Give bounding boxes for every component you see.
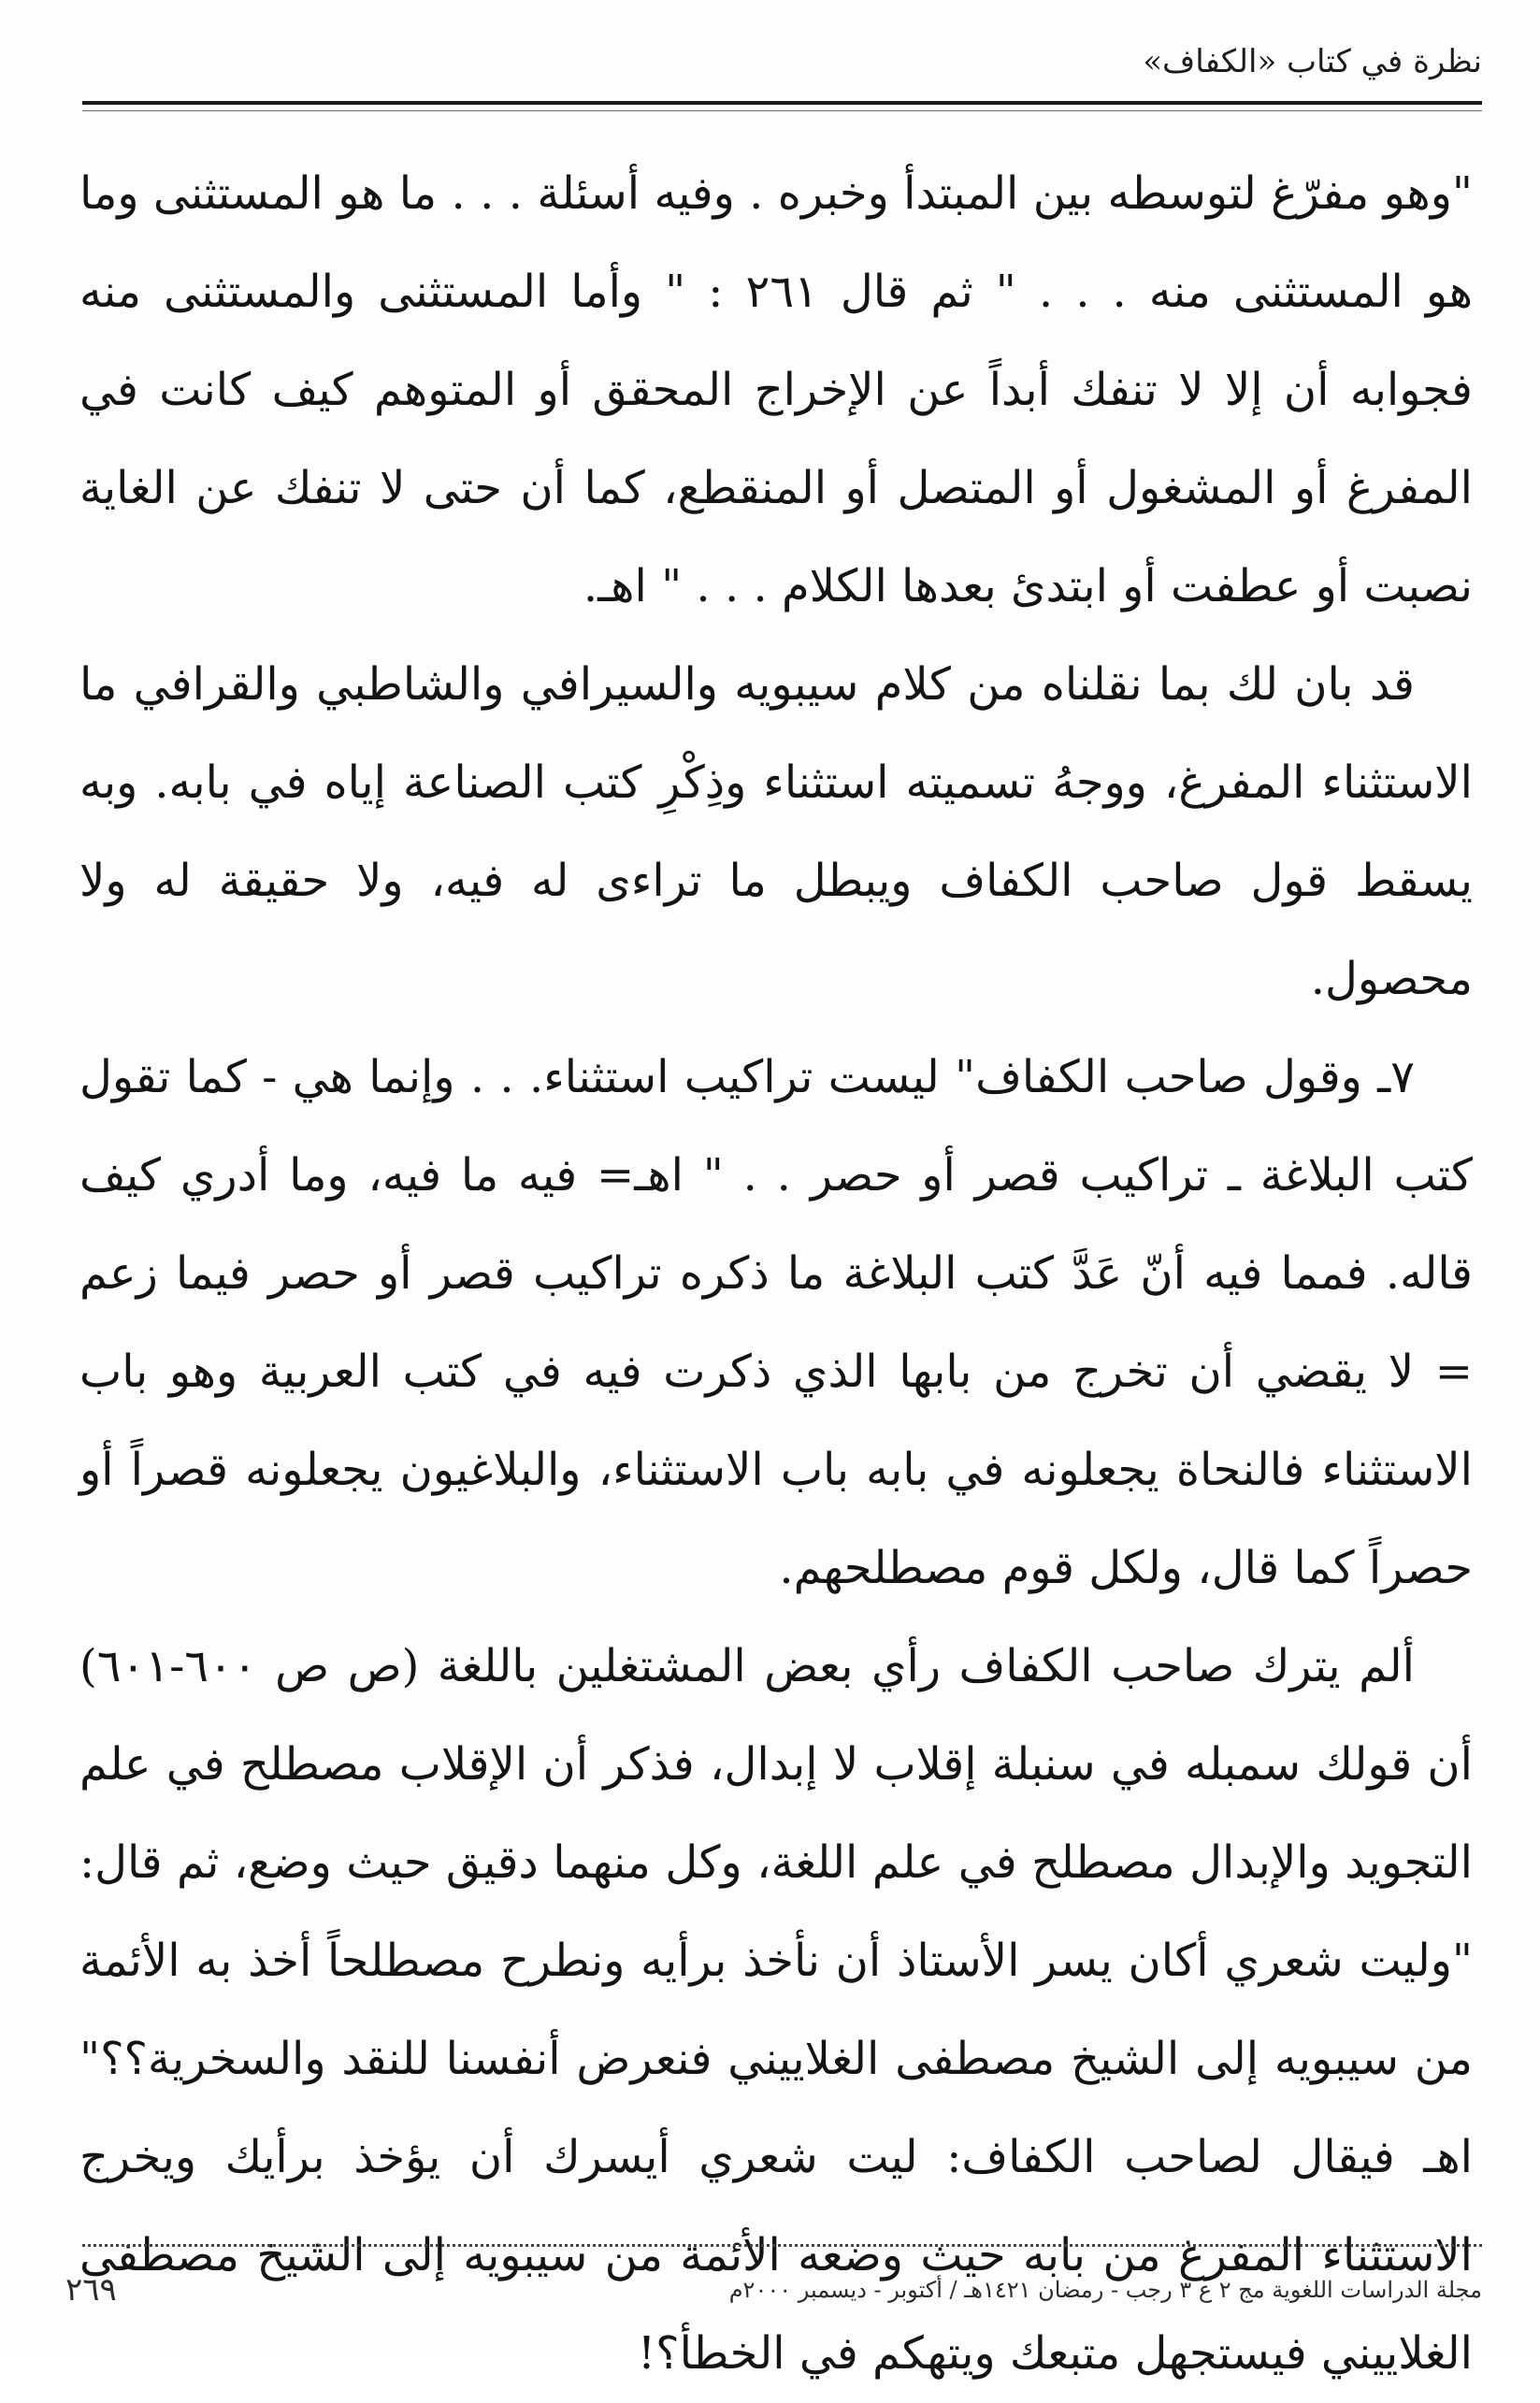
header-rule xyxy=(82,101,1482,105)
page-number: ٢٦٩ xyxy=(65,2271,117,2309)
header-rule-thin xyxy=(82,110,1482,111)
paragraph-rebuttal: ألم يترك صاحب الكفاف رأي بعض المشتغلين باللغة (ص ص ٦٠٠-٦٠١) أن قولك سمبله في سنبلة إقلاب لا إبدال، فذكر أن الإقلاب مصطلح في علم التجويد والإبدال مصطلح في علم اللغة، وكل منهما دقيق حيث وضع، ثم قال: "وليت شعري أكان يسر الأستاذ أن نأخذ برأيه ونطرح مصطلحاً أخذ به الأئمة من سيبويه إلى الشيخ مصطفى الغلاييني فنعرض أنفسنا للنقد والسخرية؟؟" اهـ فيقال لصاحب الكفاف: ليت شعري أيسرك أن يؤخذ برأيك ويخرج الاستثناء المفرغ من بابه حيث وضعه الأئمة من سيبويه إلى الشيخ مصطفى الغلاييني فيستجهل متبعك ويتهكم في الخطأ؟! xyxy=(79,1640,1474,2380)
paragraph-quotation-continued: "وهو مفرّغ لتوسطه بين المبتدأ وخبره . وفيه أسئلة . . . ما هو المستثنى وما هو المستثنى منه . . . " ثم قال ٢٦١ : " وأما المستثنى والمستثنى منه فجوابه أن إلا لا تنفك أبداً عن الإخراج المحقق أو المتوهم كيف كانت في المفرغ أو المشغول أو المتصل أو المنقطع، كما أن حتى لا تنفك عن الغاية نصبت أو عطفت أو ابتدئ بعدها الكلام . . . " اهـ. xyxy=(79,167,1473,612)
footer-rule xyxy=(82,2244,1482,2247)
paragraph-conclusion: قد بان لك بما نقلناه من كلام سيبويه والسيرافي والشاطبي والقرافي ما الاستثناء المفرغ، ووجهُ تسميته استثناء وذِكْرِ كتب الصناعة إياه في بابه. وبه يسقط قول صاحب الكفاف ويبطل ما تراءى له فيه، ولا حقيقة له ولا محصول. xyxy=(79,658,1473,1005)
running-header-title: نظرة في كتاب «الكفاف» xyxy=(1143,43,1482,80)
page-footer xyxy=(65,2267,1482,2312)
paragraph-point-seven: ٧ـ وقول صاحب الكفاف" ليست تراكيب استثناء. . . وإنما هي - كما تقول كتب البلاغة ـ تراكيب قصر أو حصر . . " اهـ= فيه ما فيه، وما أدري كيف قاله. فمما فيه أنّ عَدَّ كتب البلاغة ما ذكره تراكيب قصر أو حصر فيما زعم = لا يقضي أن تخرج من بابها الذي ذكرت فيه في كتب العربية وهو باب الاستثناء فالنحاة يجعلونه في بابه باب الاستثناء، والبلاغيون يجعلونه قصراً أو حصراً كما قال، ولكل قوم مصطلحهم. xyxy=(79,1051,1474,1594)
journal-citation: مجلة الدراسات اللغوية مج ٢ ع ٣ رجب - رمضان ١٤٢١هـ / أكتوبر - ديسمبر ٢٠٠٠م xyxy=(728,2277,1482,2303)
